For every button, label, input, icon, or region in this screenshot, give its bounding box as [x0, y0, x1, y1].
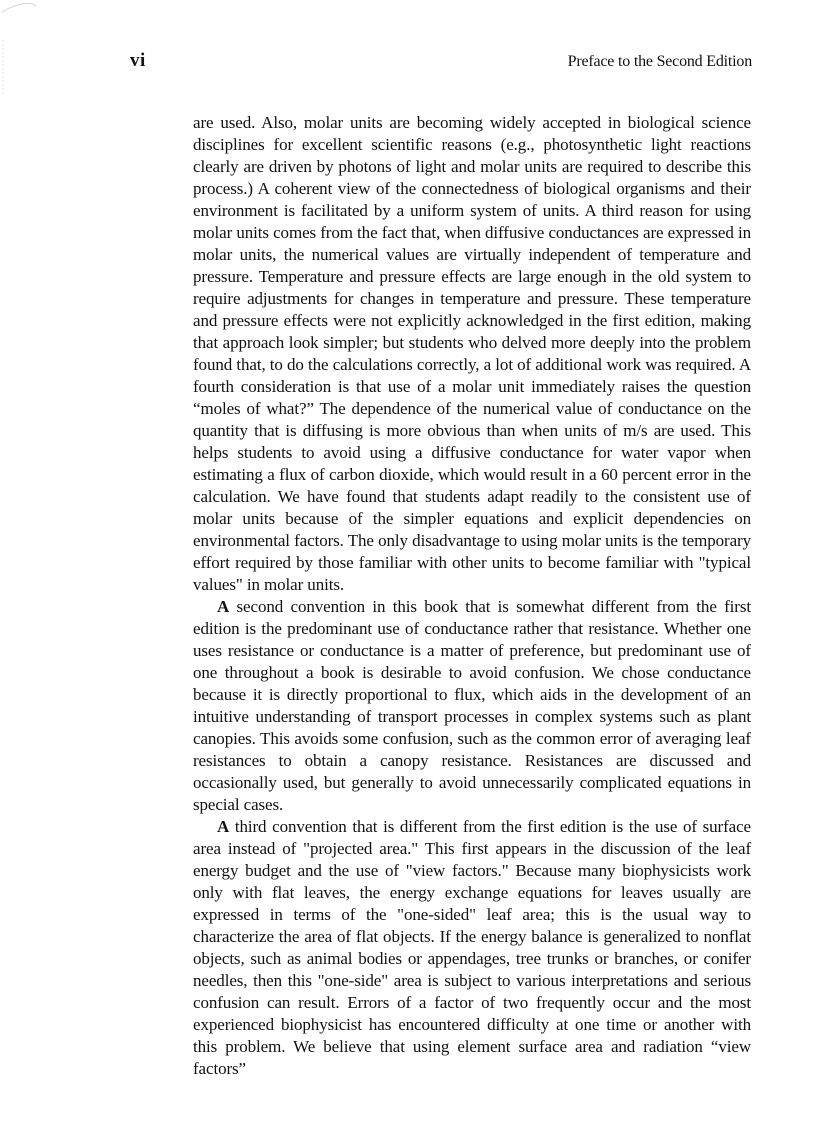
paragraph-3	[193, 816, 751, 1080]
paragraph-3-text: third convention that is different from the first edition is the use of surface area instead of "projected area." This first appears in the discussion of the leaf energy budget and the use of "view factors." Because many biophysicists work only with flat leaves, the energy exchange equations for leaves usually are expressed in terms of the "one-sided" leaf area; this is the usual way to characterize the area of flat objects. If the energy balance is generalized to nonflat objects, such as animal bodies or appendages, tree trunks or branches, or conifer needles, then this "one-side" area is subject to various interpretations and serious confusion can result. Errors of a factor of two frequently occur and the most experienced biophysicist has encountered difficulty at one time or another with this problem. We believe that using element surface area and radiation “view factors”	[193, 817, 751, 1078]
page-number: vi	[130, 50, 146, 71]
paragraph-3-lead: A	[217, 817, 230, 836]
paragraph-1-text: are used. Also, molar units are becoming widely accepted in biological science disciplines for excellent scientific reasons (e.g., photosynthetic light reactions clearly are driven by photons of light and molar units are required to describe this process.) A coherent view of the connectedness of biological organisms and their environment is facilitated by a uniform system of units. A third reason for using molar units comes from the fact that, when diffusive conductances are expressed in molar units, the numerical values are virtually independent of temperature and pressure. Temperature and pressure effects are large enough in the old system to require adjustments for changes in temperature and pressure. These temperature and pressure effects were not explicitly acknowledged in the first edition, making that approach look simpler; but students who delved more deeply into the problem found that, to do the calculations correctly, a lot of additional work was required. A fourth consideration is that use of a molar unit immediately raises the question “moles of what?” The dependence of the numerical value of conductance on the quantity that is diffusing is more obvious than when units of m/s are used. This helps students to avoid using a diffusive conductance for water vapor when estimating a flux of carbon dioxide, which would result in a 60 percent error in the calculation. We have found that students adapt readily to the consistent use of molar units because of the simpler equations and explicit dependencies on environmental factors. The only disadvantage to using molar units is the temporary effort required by those familiar with other units to become familiar with "typical values" in molar units.	[193, 113, 751, 594]
page-header	[130, 50, 752, 72]
paragraph-1	[193, 112, 751, 596]
scan-artifact	[0, 0, 50, 120]
paragraph-2-text: second convention in this book that is somewhat different from the first edition is the predominant use of conductance rather that resistance. Whether one uses resistance or conductance is a matter of preference, but predominant use of one throughout a book is desirable to avoid confusion. We chose conductance because it is directly proportional to flux, which aids in the development of an intuitive understanding of transport processes in complex systems such as plant canopies. This avoids some confusion, such as the common error of averaging leaf resistances to obtain a canopy resistance. Resistances are discussed and occasionally used, but generally to avoid unnecessarily complicated equations in special cases.	[193, 597, 751, 814]
body-text	[193, 112, 751, 1080]
paragraph-2-lead: A	[217, 597, 230, 616]
running-head: Preface to the Second Edition	[567, 53, 752, 70]
paragraph-2	[193, 596, 751, 816]
